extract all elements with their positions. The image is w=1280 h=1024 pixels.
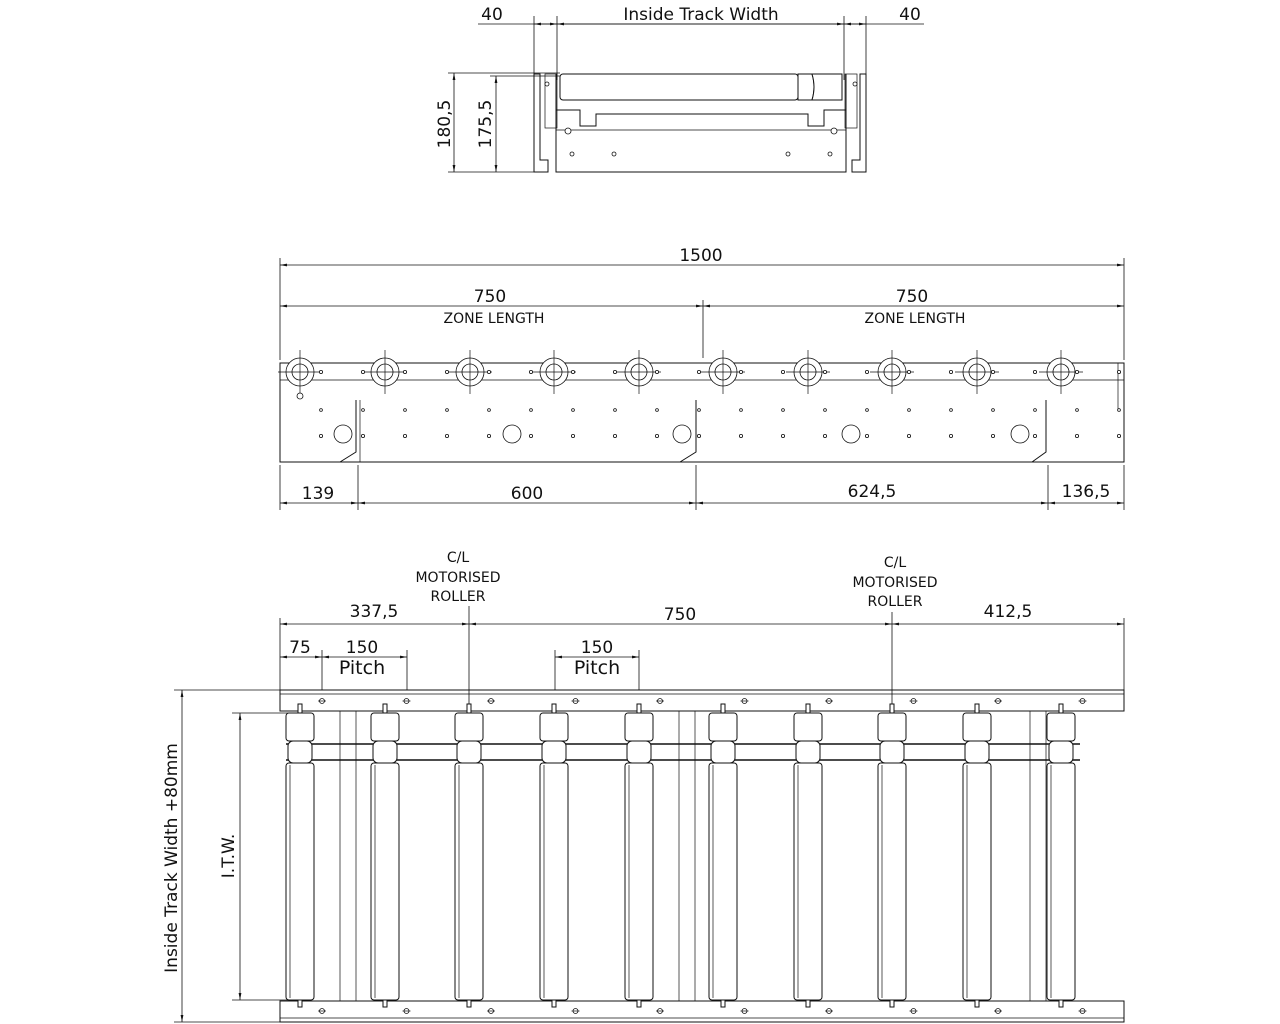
side-small-hole	[907, 370, 910, 373]
plan-roller-shaft	[383, 704, 387, 713]
side-small-hole	[361, 370, 364, 373]
side-small-hole	[656, 409, 659, 412]
side-small-hole	[781, 370, 784, 373]
side-small-hole	[572, 409, 575, 412]
side-frame	[280, 363, 1124, 462]
motor-1-label-roller: ROLLER	[430, 589, 486, 605]
side-small-hole	[908, 409, 911, 412]
side-large-hole	[503, 425, 521, 443]
side-small-hole	[445, 434, 448, 437]
plan-roller-shaft	[721, 1000, 725, 1007]
plan-roller-head	[878, 713, 906, 741]
plan-roller-shaft	[637, 1000, 641, 1007]
left-flange-dim: 40	[481, 5, 503, 25]
plan-roller-head	[286, 713, 314, 741]
side-small-hole	[404, 409, 407, 412]
plan-roller-shaft	[467, 704, 471, 713]
side-small-hole	[823, 370, 826, 373]
plan-roller-shaft	[1059, 1000, 1063, 1007]
plan-roller-shaft	[1059, 704, 1063, 713]
side-large-hole	[1011, 425, 1029, 443]
side-small-hole	[488, 409, 491, 412]
plan-roller-groove	[880, 741, 904, 763]
side-small-hole	[655, 370, 658, 373]
side-small-hole	[530, 409, 533, 412]
side-small-hole	[571, 434, 574, 437]
plan-roller-head	[709, 713, 737, 741]
plan-roller-shaft	[806, 1000, 810, 1007]
side-small-hole	[1117, 370, 1120, 373]
side-small-hole	[739, 370, 742, 373]
side-small-hole	[1033, 434, 1036, 437]
side-small-hole	[1033, 370, 1036, 373]
side-small-hole	[487, 370, 490, 373]
side-small-hole	[865, 434, 868, 437]
side-small-hole	[865, 370, 868, 373]
roller-height-dim: 175,5	[476, 99, 496, 149]
side-small-hole	[613, 370, 616, 373]
side-small-hole	[991, 370, 994, 373]
side-small-hole	[1075, 370, 1078, 373]
plan-roller-head	[540, 713, 568, 741]
side-small-hole	[824, 409, 827, 412]
plan-roller-shaft	[975, 1000, 979, 1007]
side-small-hole	[613, 434, 616, 437]
side-small-hole	[907, 434, 910, 437]
plan-roller-head	[371, 713, 399, 741]
plan-roller-shaft	[975, 704, 979, 713]
side-small-hole	[571, 370, 574, 373]
plan-roller-groove	[796, 741, 820, 763]
side-small-hole	[992, 409, 995, 412]
motor-1-label-motorised: MOTORISED	[415, 570, 501, 586]
side-small-hole	[445, 370, 448, 373]
plan-roller-groove	[542, 741, 566, 763]
side-small-hole	[740, 409, 743, 412]
inside-track-width-label: Inside Track Width	[623, 5, 779, 25]
pitch-1-label: Pitch	[338, 657, 386, 679]
plan-roller-shaft	[298, 1000, 302, 1007]
motor-2-label-motorised: MOTORISED	[852, 575, 938, 591]
side-small-hole	[446, 409, 449, 412]
plan-roller-head	[794, 713, 822, 741]
overall-length-dim: 1500	[679, 246, 723, 266]
plan-roller-shaft	[890, 1000, 894, 1007]
plan-roller-shaft	[721, 704, 725, 713]
end-view	[435, 5, 924, 172]
side-small-hole	[950, 409, 953, 412]
pitch-2-value: 150	[580, 638, 614, 658]
plan-roller-head	[455, 713, 483, 741]
side-small-hole	[866, 409, 869, 412]
side-small-hole	[655, 434, 658, 437]
zone-2-length-dim: 750	[895, 287, 929, 307]
side-large-hole	[334, 425, 352, 443]
side-small-hole	[529, 370, 532, 373]
pitch-1-value: 150	[345, 638, 379, 658]
side-small-hole	[614, 409, 617, 412]
side-small-hole	[781, 434, 784, 437]
plan-roller-head	[625, 713, 653, 741]
zone-1-label: ZONE LENGTH	[443, 311, 545, 327]
side-large-hole	[842, 425, 860, 443]
side-small-hole	[1076, 409, 1079, 412]
first-roller-dim: 75	[289, 638, 311, 658]
plan-roller-groove	[965, 741, 989, 763]
bottom-dim-1: 139	[301, 484, 335, 504]
side-small-hole	[403, 434, 406, 437]
first-motor-dim: 337,5	[349, 602, 399, 622]
side-small-hole	[1034, 409, 1037, 412]
right-flange-dim: 40	[899, 5, 921, 25]
bottom-dim-3: 624,5	[847, 482, 897, 502]
plan-roller-shaft	[806, 704, 810, 713]
motor-1-label-cl: C/L	[446, 550, 470, 566]
plan-roller-shaft	[552, 704, 556, 713]
overall-height-dim: 180,5	[435, 99, 455, 149]
plan-roller-groove	[288, 741, 312, 763]
plan-roller-groove	[373, 741, 397, 763]
side-small-hole	[1118, 409, 1121, 412]
plan-roller-shaft	[467, 1000, 471, 1007]
bottom-dim-4: 136,5	[1061, 482, 1111, 502]
side-large-hole	[673, 425, 691, 443]
side-small-hole	[1117, 434, 1120, 437]
plan-roller-groove	[1049, 741, 1073, 763]
side-mount-hole	[297, 393, 303, 399]
plan-roller-head	[1047, 713, 1075, 741]
side-small-hole	[319, 434, 322, 437]
end-view-roller	[560, 74, 798, 100]
between-motors-dim: 750	[663, 605, 697, 625]
side-small-hole	[949, 434, 952, 437]
side-small-hole	[782, 409, 785, 412]
zone-1-length-dim: 750	[473, 287, 507, 307]
side-small-hole	[823, 434, 826, 437]
plan-roller-groove	[711, 741, 735, 763]
side-small-hole	[697, 434, 700, 437]
side-small-hole	[487, 434, 490, 437]
motor-2-label-cl: C/L	[883, 555, 907, 571]
side-small-hole	[529, 434, 532, 437]
side-small-hole	[319, 370, 322, 373]
side-small-hole	[361, 434, 364, 437]
plan-roller-shaft	[298, 704, 302, 713]
zone-2-label: ZONE LENGTH	[864, 311, 966, 327]
plan-roller-shaft	[637, 704, 641, 713]
side-view	[278, 246, 1124, 510]
bottom-dim-2: 600	[510, 484, 544, 504]
last-motor-dim: 412,5	[983, 602, 1033, 622]
side-small-hole	[403, 370, 406, 373]
plan-roller-shaft	[890, 704, 894, 713]
side-small-hole	[1075, 434, 1078, 437]
plan-roller-head	[963, 713, 991, 741]
side-small-hole	[991, 434, 994, 437]
pitch-2-label: Pitch	[573, 657, 621, 679]
overall-width-label: Inside Track Width +80mm	[162, 743, 182, 973]
side-small-hole	[949, 370, 952, 373]
side-small-hole	[697, 370, 700, 373]
plan-roller-groove	[457, 741, 481, 763]
plan-roller-shaft	[383, 1000, 387, 1007]
side-small-hole	[320, 409, 323, 412]
plan-roller-shaft	[552, 1000, 556, 1007]
plan-roller-groove	[627, 741, 651, 763]
itw-label: I.T.W.	[219, 833, 239, 879]
side-small-hole	[698, 409, 701, 412]
side-small-hole	[739, 434, 742, 437]
plan-view	[162, 550, 1124, 1022]
motor-2-label-roller: ROLLER	[867, 594, 923, 610]
side-small-hole	[362, 409, 365, 412]
